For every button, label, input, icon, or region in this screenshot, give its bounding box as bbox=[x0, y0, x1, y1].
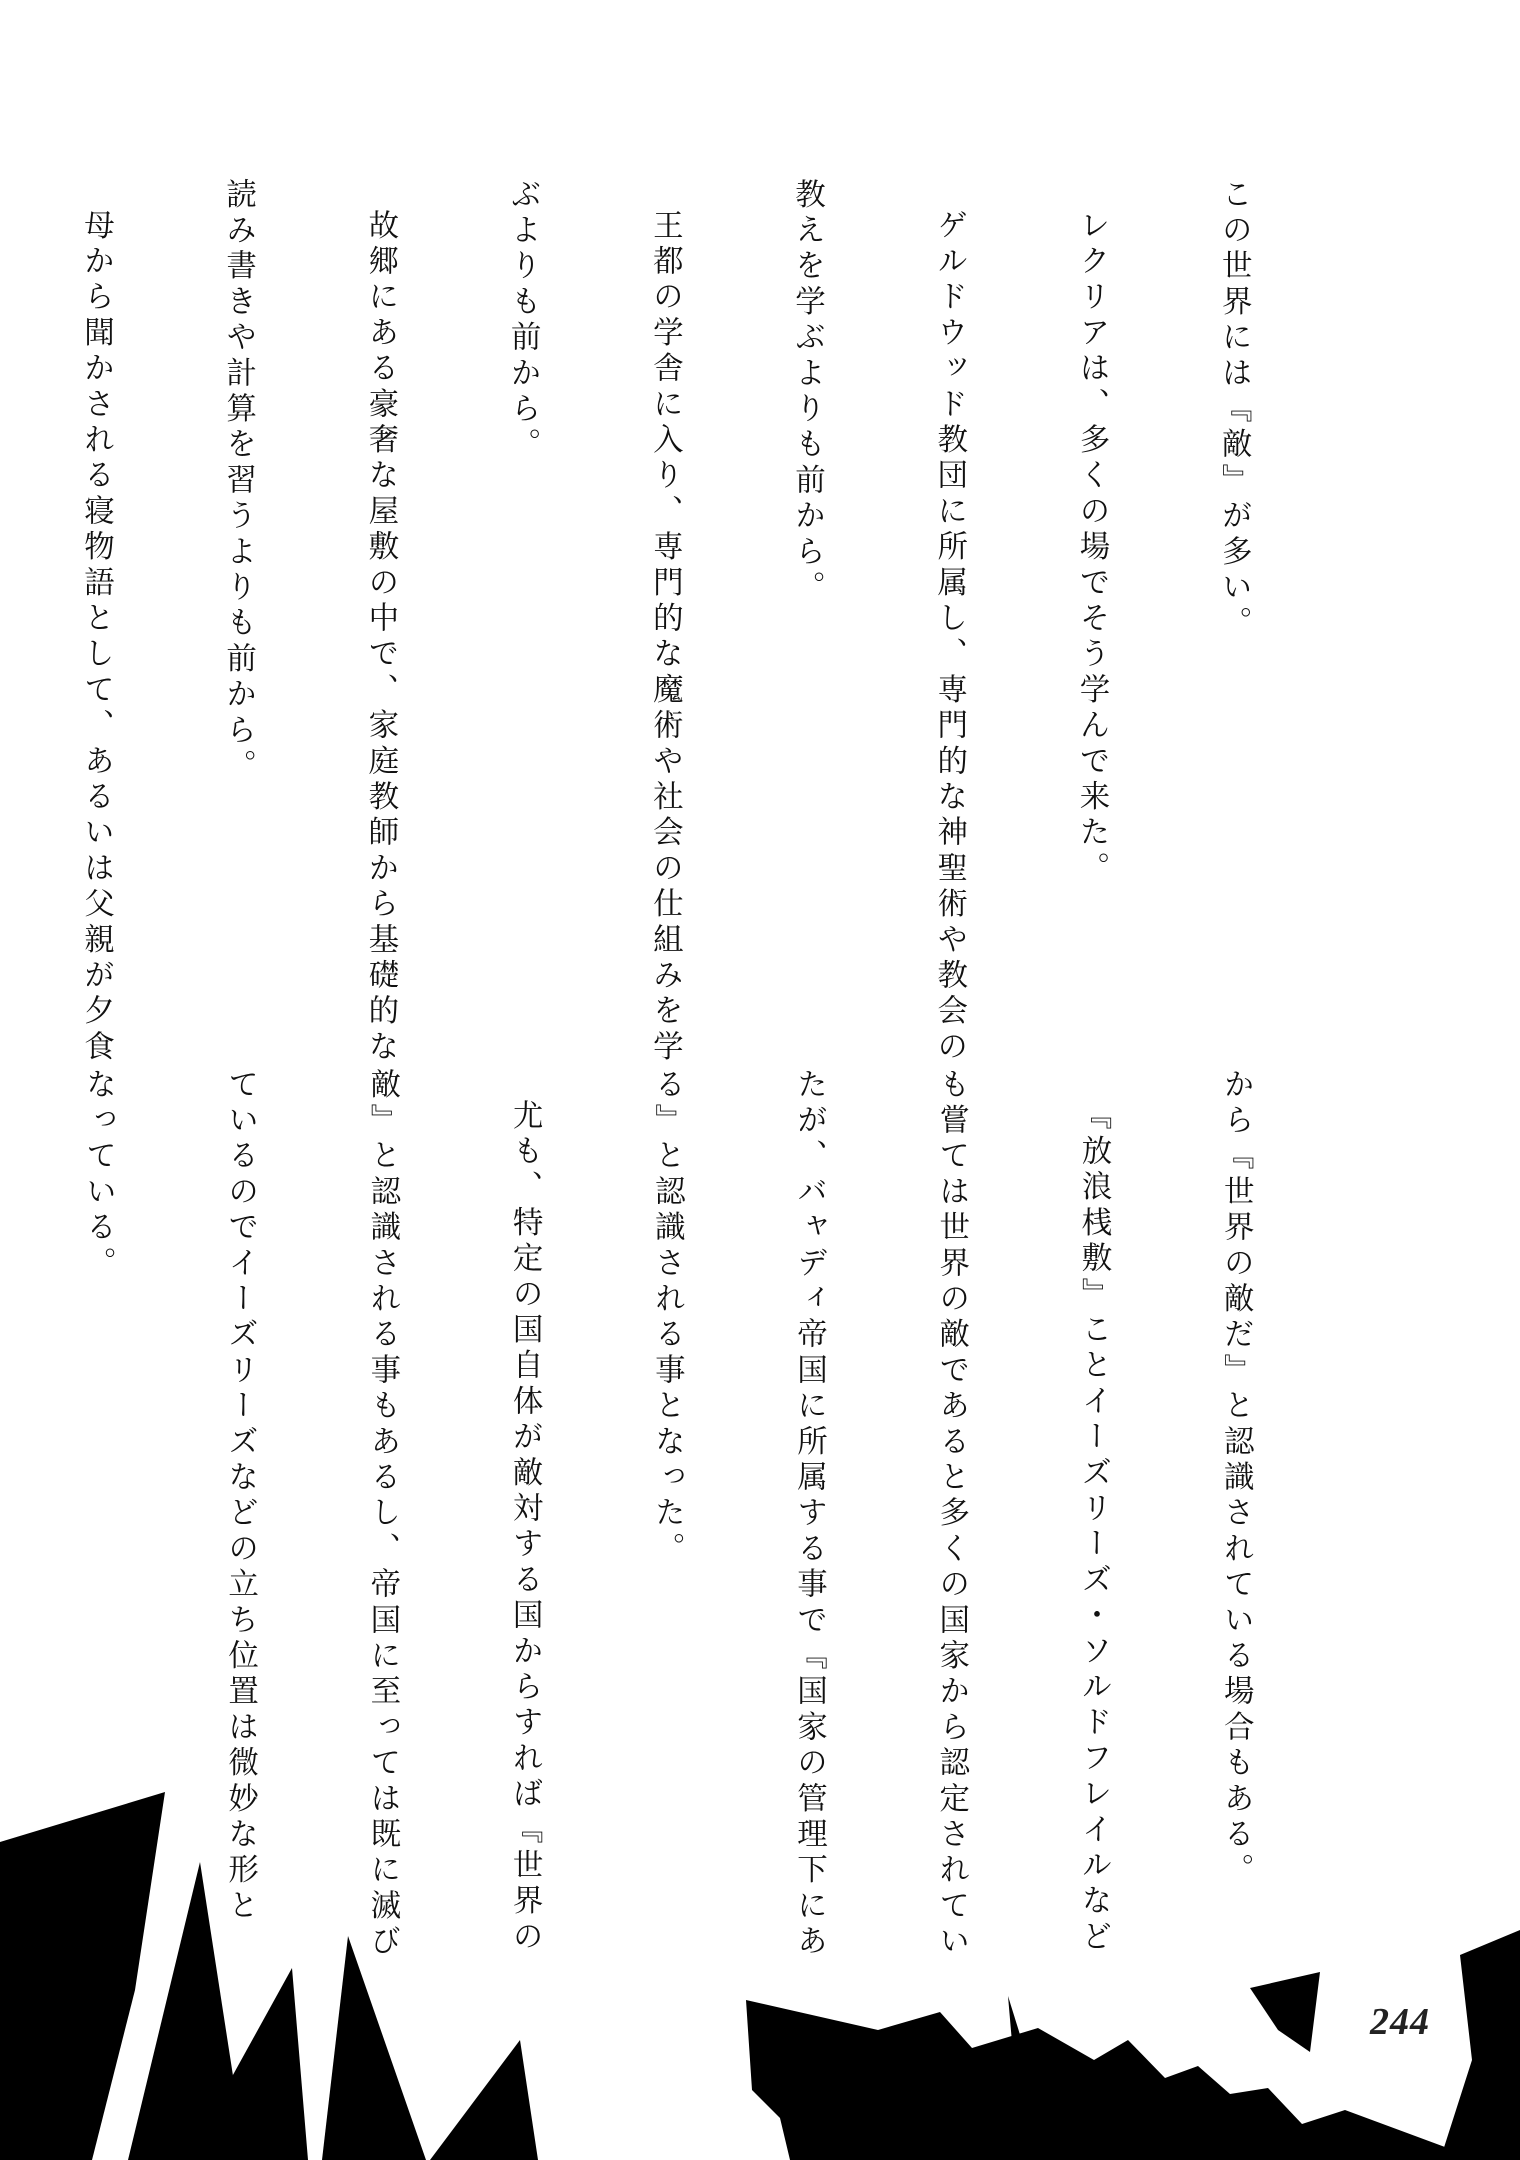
text-line: この世界には『敵』が多い。 bbox=[1216, 178, 1252, 643]
text-line: 敵』と認識される事もあるし、帝国に至っては既に滅び bbox=[364, 1068, 400, 1961]
shard-trap-icon bbox=[430, 2040, 538, 2160]
shard-right-edge-icon bbox=[1440, 1930, 1520, 2160]
text-line: レクリアは、多くの場でそう学んで来た。 bbox=[1073, 208, 1109, 887]
text-line: 『放浪桟敷』ことイーズリーズ・ソルドフレイルなど bbox=[1075, 1098, 1111, 1956]
text-line: 尤も、特定の国自体が敵対する国からすれば『世界の bbox=[507, 1098, 543, 1956]
text-line: る』と認識される事となった。 bbox=[649, 1068, 685, 1568]
page-number: 244 bbox=[1370, 2001, 1430, 2043]
text-line: ぶよりも前から。 bbox=[505, 178, 541, 464]
text-line: 王都の学舎に入り、専門的な魔術や社会の仕組みを学 bbox=[647, 208, 683, 1066]
text-line: 教えを学ぶよりも前から。 bbox=[789, 178, 825, 607]
text-line: ているのでイーズリーズなどの立ち位置は微妙な形と bbox=[222, 1068, 258, 1925]
shard-left-slanted-icon bbox=[0, 1792, 165, 2160]
text-line: 読み書きや計算を習うよりも前から。 bbox=[220, 178, 256, 785]
text-line: から『世界の敵だ』と認識されている場合もある。 bbox=[1218, 1068, 1254, 1890]
shard-right-top-icon bbox=[1250, 1972, 1320, 2052]
shard-tall-icon bbox=[322, 1936, 426, 2160]
text-line: 母から聞かされる寝物語として、あるいは父親が夕食 bbox=[78, 208, 114, 1066]
text-line: ゲルドウッド教団に所属し、専門的な神聖術や教会の bbox=[931, 208, 967, 1066]
text-line: たが、バャディ帝国に所属する事で『国家の管理下にあ bbox=[791, 1068, 827, 1961]
text-line: なっている。 bbox=[80, 1068, 116, 1283]
text-line: 故郷にある豪奢な屋敷の中で、家庭教師から基礎的な bbox=[362, 208, 398, 1066]
text-line: も嘗ては世界の敵であると多くの国家から認定されてい bbox=[933, 1068, 969, 1961]
